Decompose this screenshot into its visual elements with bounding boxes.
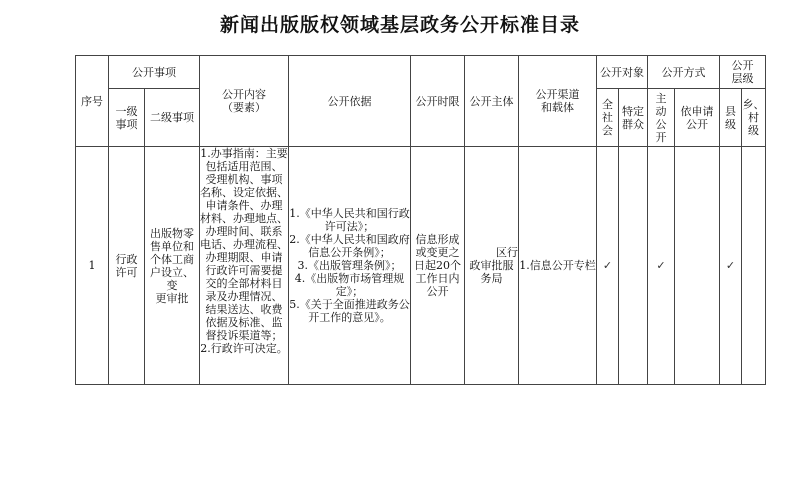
header-level1: 一级 事项 bbox=[109, 89, 145, 147]
row-subject: 区行 政审批服 务局 bbox=[465, 147, 519, 385]
row-level2: 出版物零 售单位和 个体工商 户设立、变 更审批 bbox=[145, 147, 200, 385]
header-mode-request: 依申请 公开 bbox=[675, 89, 720, 147]
row-seq: 1 bbox=[76, 147, 109, 385]
header-level-town: 乡、 村 级 bbox=[742, 89, 766, 147]
header-mode-group: 公开方式 bbox=[648, 56, 720, 89]
header-level-group: 公开 层级 bbox=[720, 56, 766, 89]
header-target-specific: 特定 群众 bbox=[619, 89, 648, 147]
row-content: 1.办事指南：主要 包括适用范围、 受理机构、事项 名称、设定依据、 申请条件、办理 材料、办理地点、 办理时间、联系 电话、办理流程、 办理期限、申请 行政许可需要提 交的全部材料目 录及办理情况、 结果送达、收费 依据及标准、监 督投诉渠道等； 2.行政许可决定。 bbox=[200, 147, 289, 385]
header-level2: 二级事项 bbox=[145, 89, 200, 147]
header-seq: 序号 bbox=[76, 56, 109, 147]
header-mode-active: 主 动 公 开 bbox=[648, 89, 675, 147]
header-channel: 公开渠道 和载体 bbox=[519, 56, 597, 147]
check-level-county: ✓ bbox=[720, 147, 742, 385]
page-title: 新闻出版版权领域基层政务公开标准目录 bbox=[219, 14, 580, 36]
header-content: 公开内容 （要素） bbox=[200, 56, 289, 147]
row-channel: 1.信息公开专栏 bbox=[519, 147, 597, 385]
check-target-all: ✓ bbox=[597, 147, 619, 385]
header-target-group: 公开对象 bbox=[597, 56, 648, 89]
standards-table bbox=[75, 55, 766, 385]
header-timing: 公开时限 bbox=[411, 56, 465, 147]
row-level1: 行政 许可 bbox=[109, 147, 145, 385]
row-timing: 信息形成 或变更之 日起20个 工作日内 公开 bbox=[411, 147, 465, 385]
table-row bbox=[76, 147, 766, 385]
row-basis: 1.《中华人民共和国行政 许可法》； 2.《中华人民共和国政府 信息公开条例》； 3.《出版管理条例》； 4.《出版物市场管理规 定》； 5.《关于全面推进政务公 开工作的意见》。 bbox=[289, 147, 411, 385]
header-basis: 公开依据 bbox=[289, 56, 411, 147]
header-level-county: 县 级 bbox=[720, 89, 742, 147]
check-mode-request bbox=[675, 147, 720, 385]
check-target-specific bbox=[619, 147, 648, 385]
header-target-all: 全 社 会 bbox=[597, 89, 619, 147]
header-subject: 公开主体 bbox=[465, 56, 519, 147]
header-items-group: 公开事项 bbox=[109, 56, 200, 89]
check-level-town bbox=[742, 147, 766, 385]
check-mode-active: ✓ bbox=[648, 147, 675, 385]
